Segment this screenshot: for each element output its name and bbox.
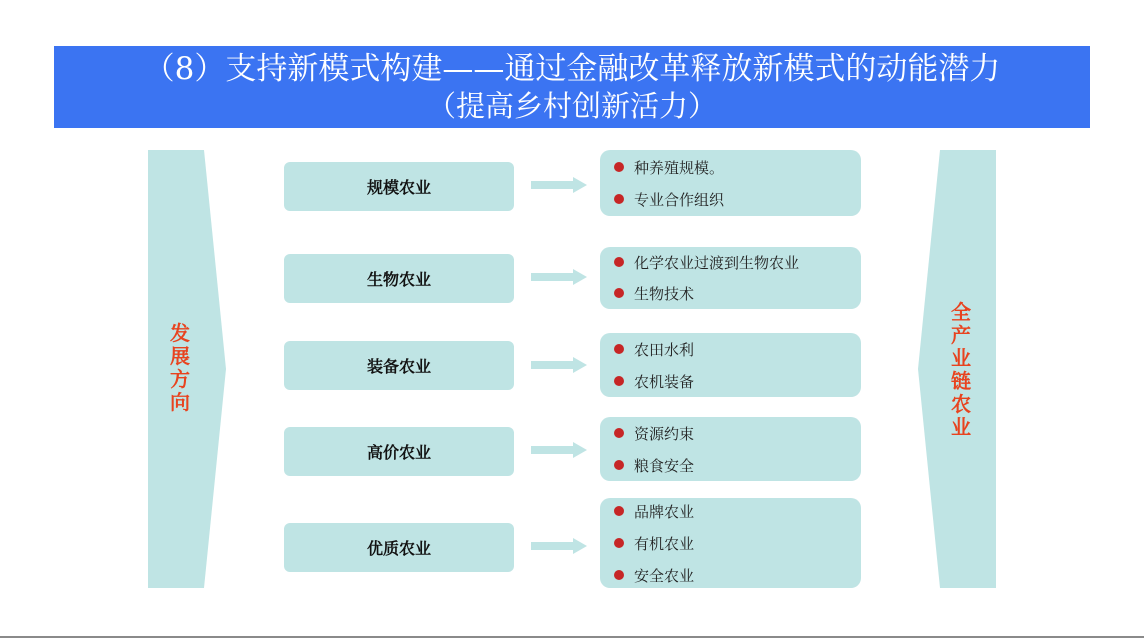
title-banner	[54, 46, 1090, 128]
detail-box-equipment-agriculture	[600, 333, 861, 397]
list-item: 专业合作组织	[614, 188, 724, 210]
detail-box-scale-agriculture	[600, 150, 861, 216]
bullet-icon	[614, 460, 624, 470]
list-item: 有机农业	[614, 532, 694, 554]
list-item: 生物技术	[614, 282, 694, 304]
right-arrow-icon	[531, 442, 587, 458]
bullet-icon	[614, 288, 624, 298]
list-item: 粮食安全	[614, 454, 694, 476]
bullet-icon	[614, 506, 624, 516]
bullet-icon	[614, 162, 624, 172]
bullet-icon	[614, 344, 624, 354]
category-box-high-value-agriculture: 高价农业	[284, 427, 514, 476]
right-arrow-icon	[531, 269, 587, 285]
bullet-icon	[614, 257, 624, 267]
category-box-scale-agriculture: 规模农业	[284, 162, 514, 211]
detail-box-high-value-agriculture	[600, 417, 861, 481]
bullet-icon	[614, 538, 624, 548]
page-title: （8）支持新模式构建——通过金融改革释放新模式的动能潜力	[143, 51, 1001, 87]
category-box-bio-agriculture: 生物农业	[284, 254, 514, 303]
bottom-divider	[0, 636, 1144, 638]
right-arrow-icon	[531, 357, 587, 373]
development-direction-arrow	[148, 150, 226, 588]
list-item: 农田水利	[614, 338, 694, 360]
list-item: 安全农业	[614, 564, 694, 586]
detail-box-quality-agriculture	[600, 498, 861, 588]
list-item: 品牌农业	[614, 500, 694, 522]
bullet-icon	[614, 376, 624, 386]
full-industry-chain-arrow	[918, 150, 996, 588]
development-direction-label: 发展方向	[170, 321, 190, 414]
category-box-quality-agriculture: 优质农业	[284, 523, 514, 572]
bullet-icon	[614, 194, 624, 204]
page-subtitle: （提高乡村创新活力）	[426, 89, 717, 123]
detail-box-bio-agriculture	[600, 247, 861, 309]
list-item: 农机装备	[614, 370, 694, 392]
list-item: 资源约束	[614, 422, 694, 444]
right-arrow-icon	[531, 177, 587, 193]
list-item: 化学农业过渡到生物农业	[614, 251, 799, 273]
category-box-equipment-agriculture: 装备农业	[284, 341, 514, 390]
full-industry-chain-label: 全产业链农业	[951, 300, 971, 439]
list-item: 种养殖规模。	[614, 156, 724, 178]
bullet-icon	[614, 570, 624, 580]
bullet-icon	[614, 428, 624, 438]
right-arrow-icon	[531, 538, 587, 554]
